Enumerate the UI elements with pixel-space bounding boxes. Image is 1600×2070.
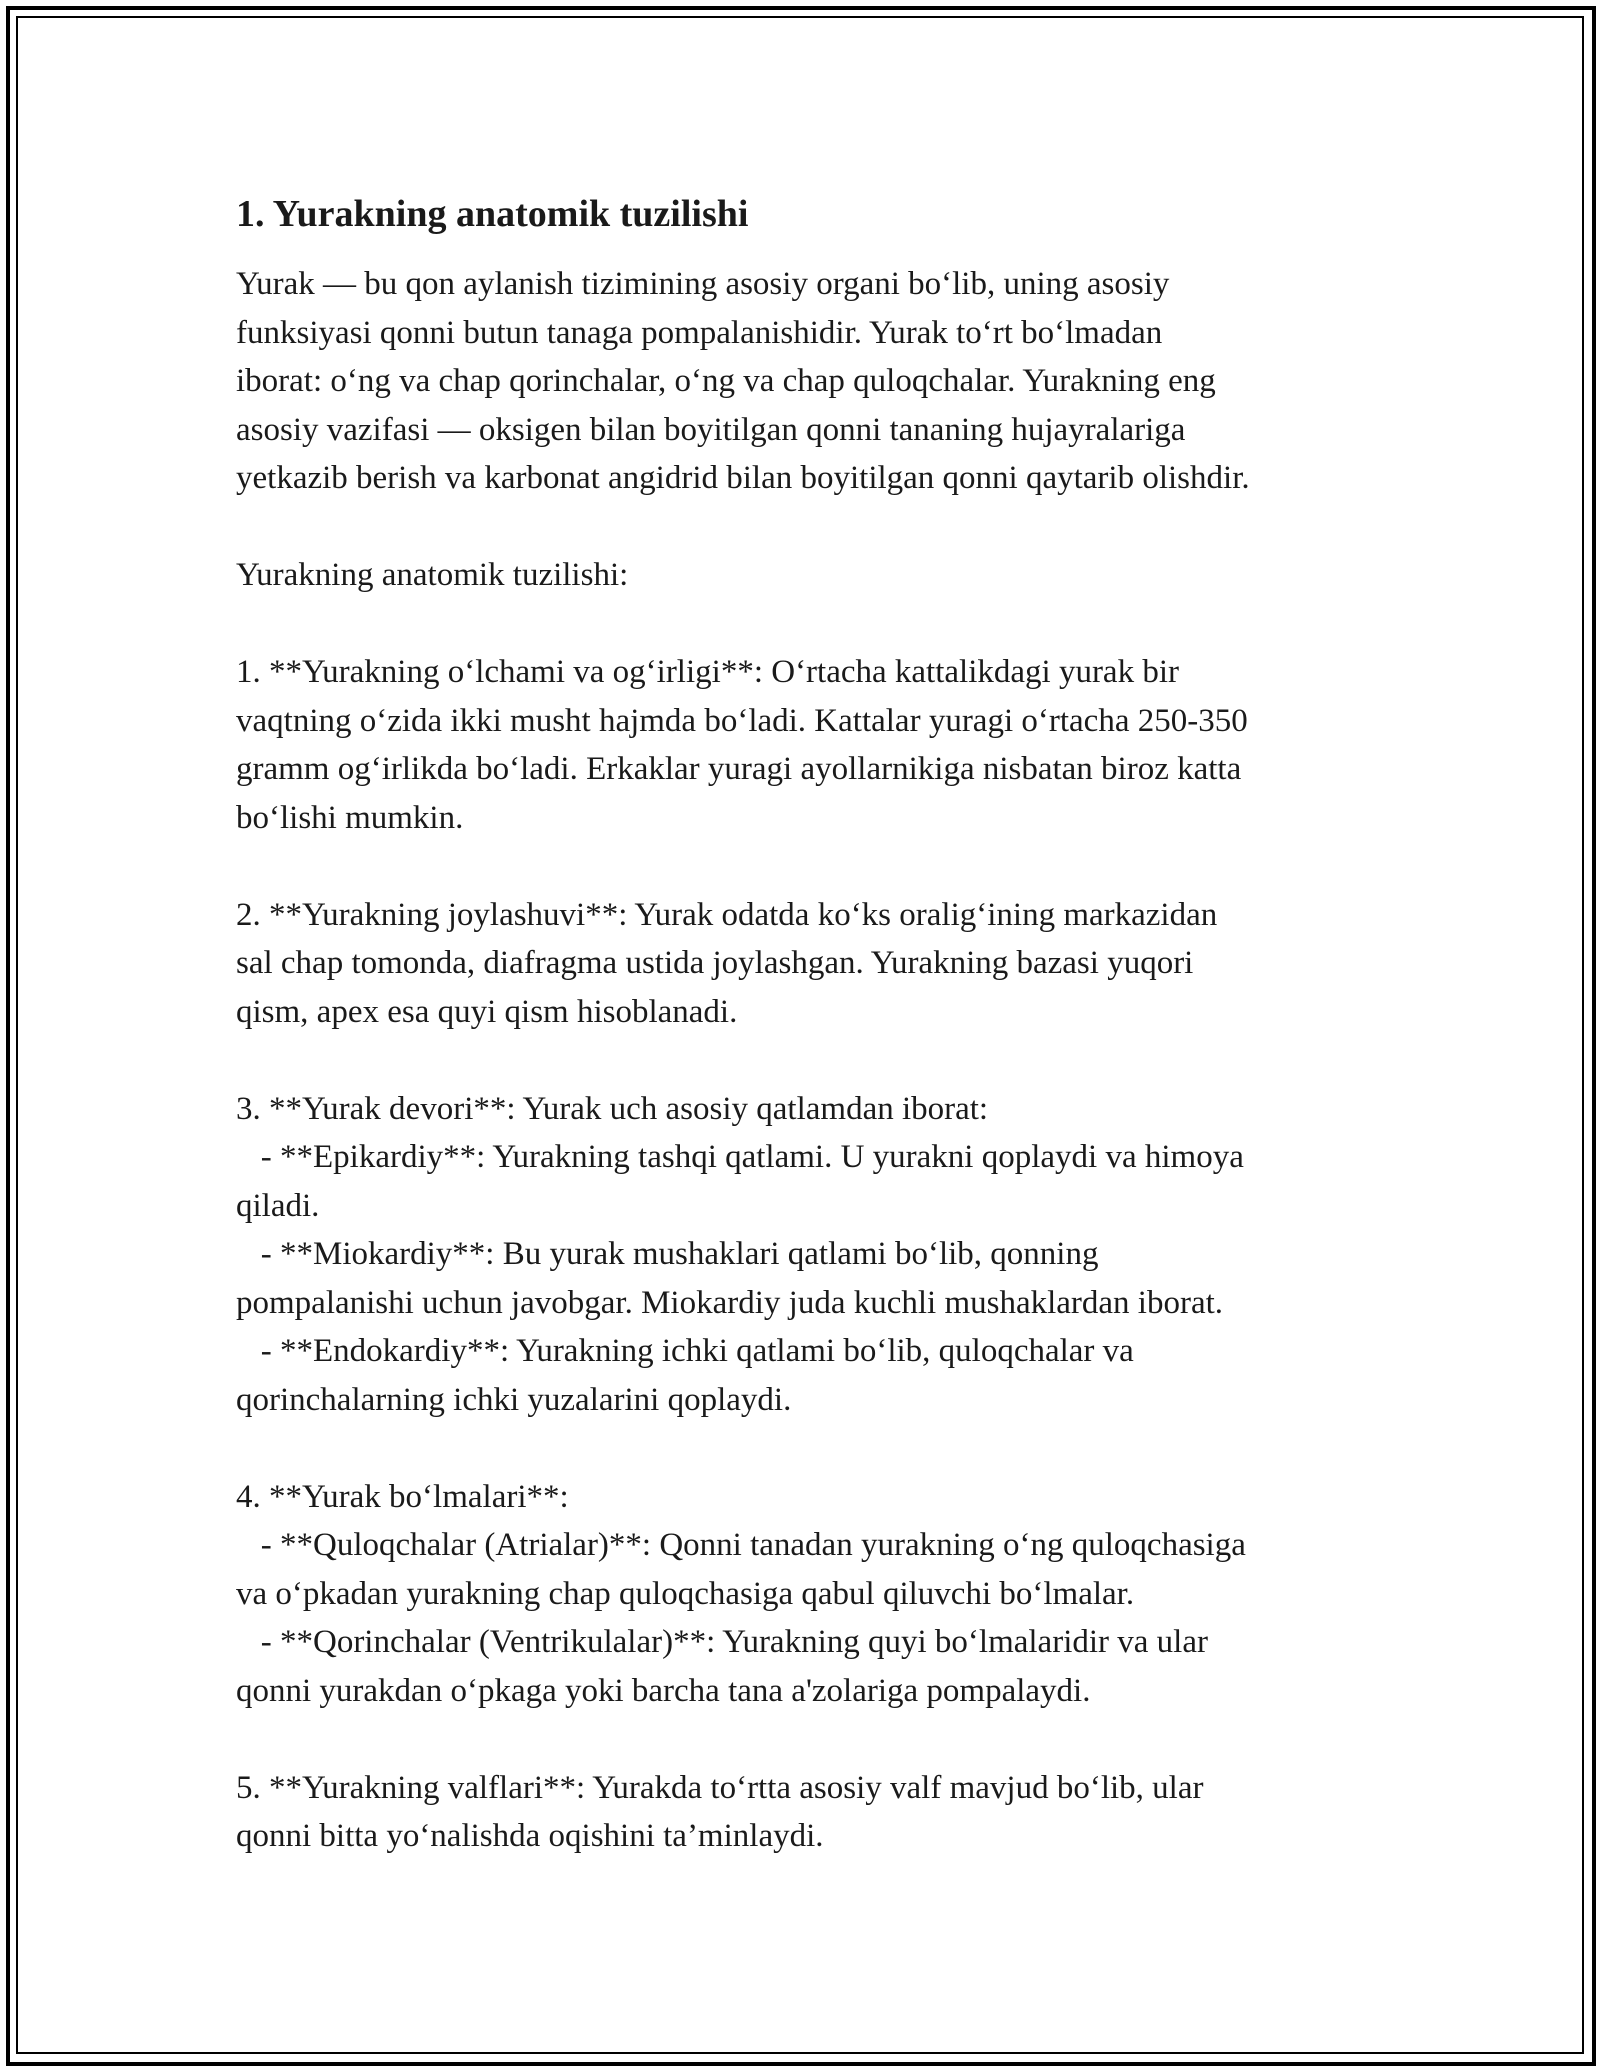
text-line: 4. **Yurak bo‘lmalari**: — [236, 1478, 569, 1515]
item-5-paragraph — [236, 1764, 1386, 1861]
text-line: Yurak — bu qon aylanish tizimining asosiy organi bo‘lib, uning asosiy — [236, 266, 1170, 302]
subheading-paragraph — [236, 551, 1386, 600]
text-line: pompalanishi uchun javobgar. Miokardiy juda kuchli mushaklardan iborat. — [236, 1284, 1224, 1321]
text-line: va o‘pkadan yurakning chap quloqchasiga qabul qiluvchi bo‘lmalar. — [236, 1575, 1135, 1612]
text-line: - **Endokardiy**: Yurakning ichki qatlami bo‘lib, quloqchalar va — [236, 1333, 1134, 1369]
text-line: gramm og‘irlikda bo‘ladi. Erkaklar yuragi ayollarnikiga nisbatan biroz katta — [236, 751, 1242, 787]
text-line: vaqtning o‘zida ikki musht hajmda bo‘ladi. Kattalar yuragi o‘rtacha 250-350 — [236, 702, 1248, 739]
text-line: qiladi. — [236, 1187, 320, 1224]
text-line: - **Quloqchalar (Atrialar)**: Qonni tanadan yurakning o‘ng quloqchasiga — [236, 1527, 1246, 1563]
text-line: asosiy vazifasi — oksigen bilan boyitilgan qonni tananing hujayralariga — [236, 411, 1186, 448]
text-line: 1. **Yurakning o‘lchami va og‘irligi**: O‘rtacha kattalikdagi yurak bir — [236, 654, 1179, 690]
text-line: qorinchalarning ichki yuzalarini qoplaydi. — [236, 1381, 792, 1418]
text-line: - **Miokardiy**: Bu yurak mushaklari qatlami bo‘lib, qonning — [236, 1236, 1099, 1272]
text-line: 3. **Yurak devori**: Yurak uch asosiy qatlamdan iborat: — [236, 1090, 989, 1127]
text-line: - **Epikardiy**: Yurakning tashqi qatlami. U yurakni qoplaydi va himoya — [236, 1139, 1244, 1175]
text-line: Yurakning anatomik tuzilishi: — [236, 557, 629, 593]
text-line: 2. **Yurakning joylashuvi**: Yurak odatda ko‘ks oralig‘ining markazidan — [236, 896, 1218, 933]
intro-paragraph — [236, 260, 1386, 503]
section-heading: 1. Yurakning anatomik tuzilishi — [236, 193, 749, 235]
text-line: qonni yurakdan o‘pkaga yoki barcha tana a'zolariga pompalaydi. — [236, 1672, 1091, 1709]
text-line: yetkazib berish va karbonat angidrid bilan boyitilgan qonni qaytarib olishdir. — [236, 460, 1250, 496]
item-1-paragraph — [236, 648, 1386, 842]
item-3-paragraph — [236, 1085, 1386, 1425]
text-line: sal chap tomonda, diafragma ustida joylashgan. Yurakning bazasi yuqori — [236, 945, 1194, 981]
item-4-paragraph — [236, 1473, 1386, 1716]
text-line: funksiyasi qonni butun tanaga pompalanishidir. Yurak to‘rt bo‘lmadan — [236, 314, 1163, 351]
text-line: qonni bitta yo‘nalishda oqishini ta’minlaydi. — [236, 1818, 824, 1854]
text-line: iborat: o‘ng va chap qorinchalar, o‘ng va chap quloqchalar. Yurakning eng — [236, 363, 1216, 399]
document-page — [236, 186, 1386, 1909]
text-line: 5. **Yurakning valflari**: Yurakda to‘rtta asosiy valf mavjud bo‘lib, ular — [236, 1769, 1204, 1806]
item-2-paragraph — [236, 891, 1386, 1037]
text-line: bo‘lishi mumkin. — [236, 799, 464, 836]
text-line: - **Qorinchalar (Ventrikulalar)**: Yurakning quyi bo‘lmalaridir va ular — [236, 1624, 1208, 1660]
text-line: qism, apex esa quyi qism hisoblanadi. — [236, 993, 738, 1030]
